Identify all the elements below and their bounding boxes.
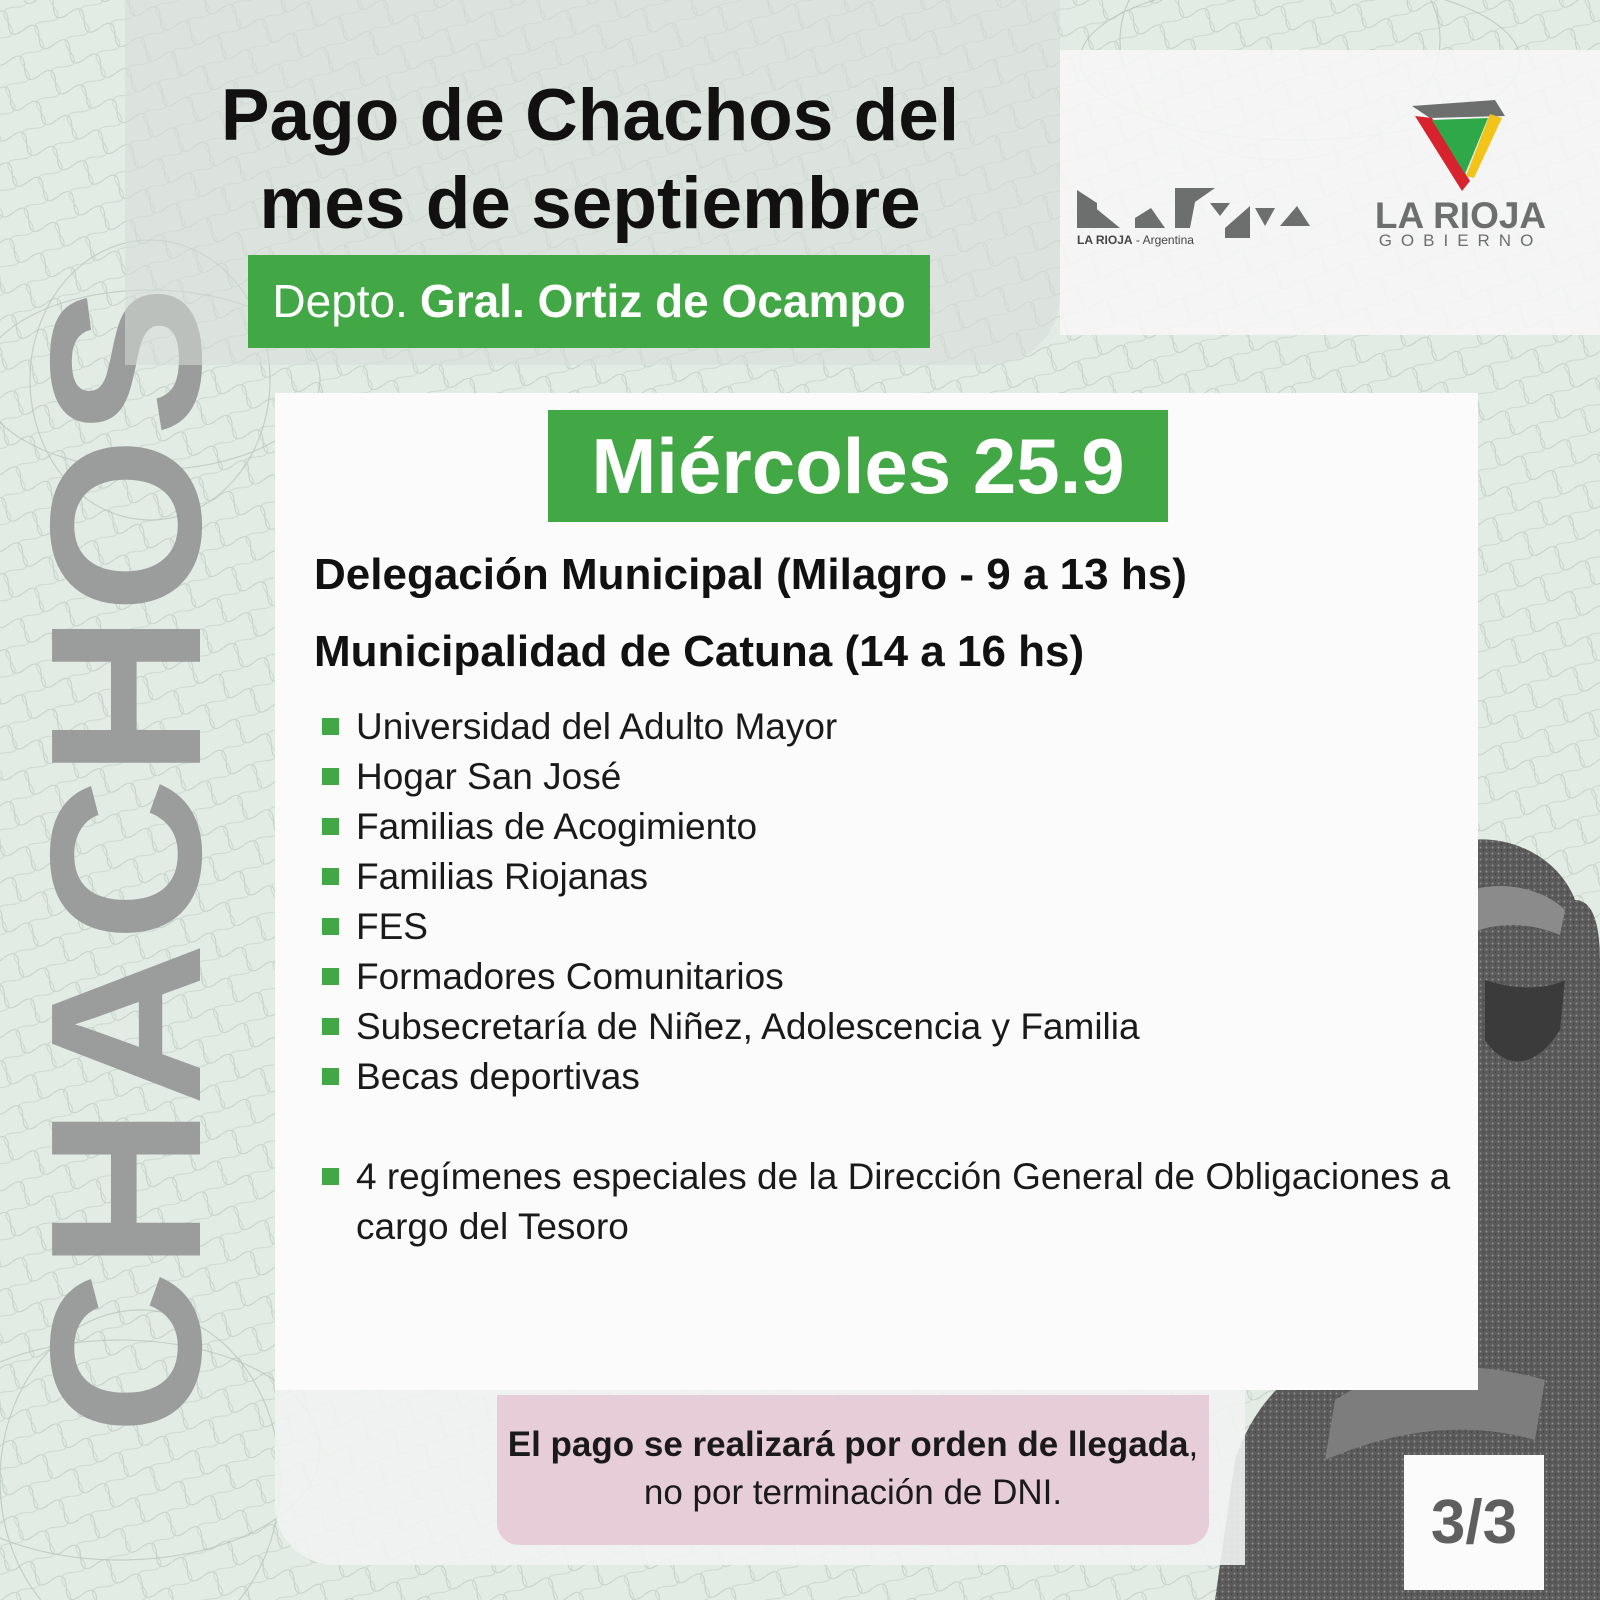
location-2: Municipalidad de Catuna (14 a 16 hs) [314, 627, 1085, 676]
la-rioja-caption-rest: - Argentina [1132, 233, 1194, 247]
green-square-bullet-icon [322, 768, 339, 785]
program-label: Becas deportivas [356, 1056, 640, 1097]
la-rioja-caption-bold: LA RIOJA [1077, 233, 1133, 247]
notice-comma: , [1188, 1425, 1199, 1464]
payment-date-banner: Miércoles 25.9 [548, 410, 1168, 522]
green-square-bullet-icon [322, 818, 339, 835]
program-item [322, 952, 1140, 1002]
gobierno-emblem-icon [1410, 96, 1510, 191]
title-line-2: mes de septiembre [259, 163, 921, 244]
program-label: Subsecretaría de Niñez, Adolescencia y Familia [356, 1006, 1140, 1047]
title-line-1: Pago de Chachos del [220, 75, 960, 156]
green-square-bullet-icon [322, 1168, 339, 1185]
program-label: Formadores Comunitarios [356, 956, 784, 997]
page-title [160, 72, 1020, 248]
green-square-bullet-icon [322, 718, 339, 735]
program-item [322, 902, 1140, 952]
special-regimes-item [322, 1152, 1466, 1252]
department-name: Gral. Ortiz de Ocampo [419, 275, 906, 327]
chachos-vertical-word [5, 275, 246, 1450]
green-square-bullet-icon [322, 918, 339, 935]
green-square-bullet-icon [322, 968, 339, 985]
notice-line-2: no por terminación de DNI. [643, 1473, 1063, 1512]
green-square-bullet-icon [322, 868, 339, 885]
program-label: Familias Riojanas [356, 856, 648, 897]
payment-notice [497, 1395, 1209, 1545]
special-regimes-label: 4 regímenes especiales de la Dirección General de Obligaciones a cargo del Tesoro [356, 1156, 1451, 1247]
green-square-bullet-icon [322, 1068, 339, 1085]
program-item [322, 852, 1140, 902]
program-item [322, 802, 1140, 852]
program-label: Universidad del Adulto Mayor [356, 706, 838, 747]
program-item [322, 1002, 1140, 1052]
department-prefix: Depto. [272, 275, 408, 327]
chachos-vertical-text: CHACHOS [5, 348, 246, 1435]
program-list [322, 702, 1140, 1102]
program-item [322, 752, 1140, 802]
program-item [322, 702, 1140, 752]
location-1: Delegación Municipal (Milagro - 9 a 13 hs) [314, 550, 1187, 599]
program-item [322, 1052, 1140, 1102]
green-square-bullet-icon [322, 1018, 339, 1035]
program-label: Hogar San José [356, 756, 622, 797]
program-label: Familias de Acogimiento [356, 806, 758, 847]
gobierno-logo-title: LA RIOJA [1374, 195, 1547, 236]
notice-bold-text: El pago se realizará por orden de llegada [507, 1425, 1189, 1464]
page-indicator: 3/3 [1404, 1455, 1544, 1590]
gobierno-logo-subtitle: GOBIERNO [1378, 231, 1543, 250]
notice-line-1 [497, 1425, 1209, 1465]
program-label: FES [356, 906, 428, 947]
department-banner [248, 255, 930, 348]
la-rioja-brand-caption [1077, 233, 1194, 247]
